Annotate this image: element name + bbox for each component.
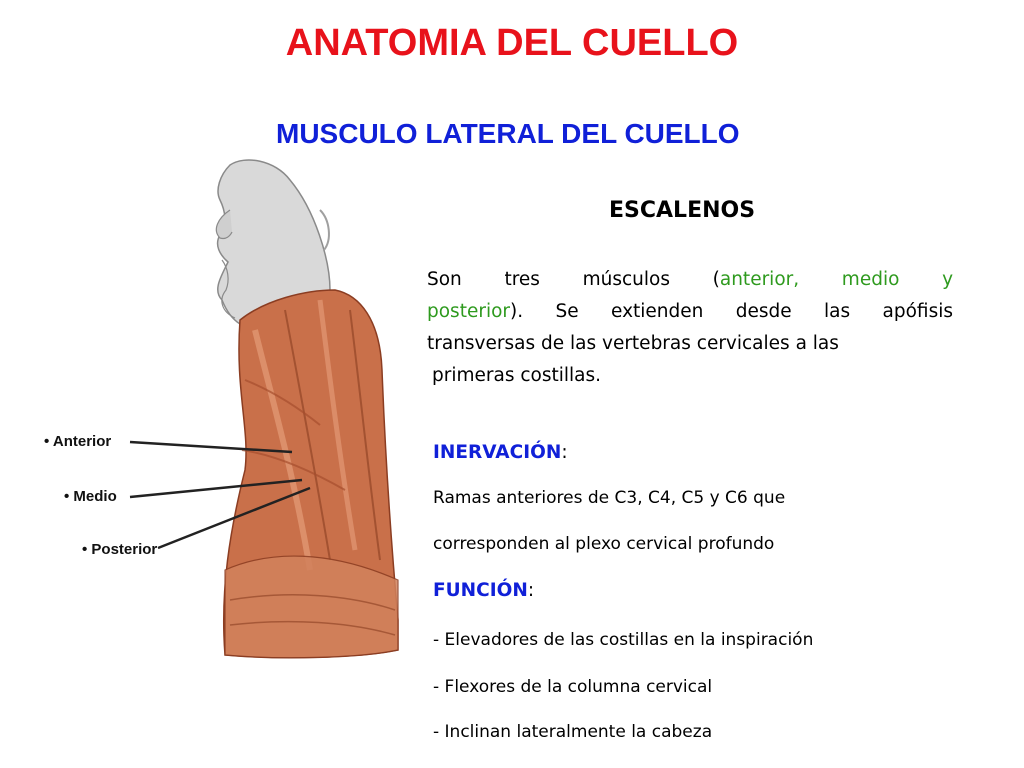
- description-text: Son tres músculos (: [427, 269, 720, 290]
- figure-label-medio: • Medio: [64, 488, 117, 505]
- innervation-line-1: Ramas anteriores de C3, C4, C5 y C6 que: [433, 488, 786, 508]
- description-line-4: primeras costillas.: [432, 365, 602, 386]
- innervation-label: INERVACIÓN: [433, 442, 562, 463]
- neck-anatomy-illustration: [30, 150, 410, 670]
- innervation-line-2: corresponden al plexo cervical profundo: [433, 534, 775, 554]
- innervation-heading: [433, 442, 568, 463]
- description-text: ). Se extienden desde las apófisis: [510, 301, 953, 322]
- nose: [216, 210, 232, 239]
- section-heading: ESCALENOS: [609, 198, 756, 223]
- description-line-2: [427, 296, 953, 328]
- function-item-3: - Inclinan lateralmente la cabeza: [433, 722, 713, 742]
- slide-subtitle: MUSCULO LATERAL DEL CUELLO: [276, 118, 740, 149]
- function-item-2: - Flexores de la columna cervical: [433, 677, 713, 697]
- function-heading: [433, 580, 534, 601]
- slide-title: ANATOMIA DEL CUELLO: [285, 22, 739, 64]
- description-line-1: [427, 264, 953, 296]
- figure-label-posterior: • Posterior: [82, 541, 158, 558]
- muscle-names-highlight: posterior: [427, 301, 511, 322]
- function-colon: :: [527, 580, 535, 601]
- description-line-3: transversas de las vertebras cervicales a las: [427, 333, 839, 354]
- innervation-colon: :: [561, 442, 568, 463]
- function-label: FUNCIÓN: [433, 580, 528, 601]
- figure-label-anterior: • Anterior: [44, 433, 112, 450]
- muscle-names-highlight: anterior, medio y: [719, 269, 954, 290]
- function-item-1: - Elevadores de las costillas en la inspiración: [433, 630, 814, 650]
- chest-muscles: [225, 556, 398, 658]
- description-paragraph: [427, 264, 953, 392]
